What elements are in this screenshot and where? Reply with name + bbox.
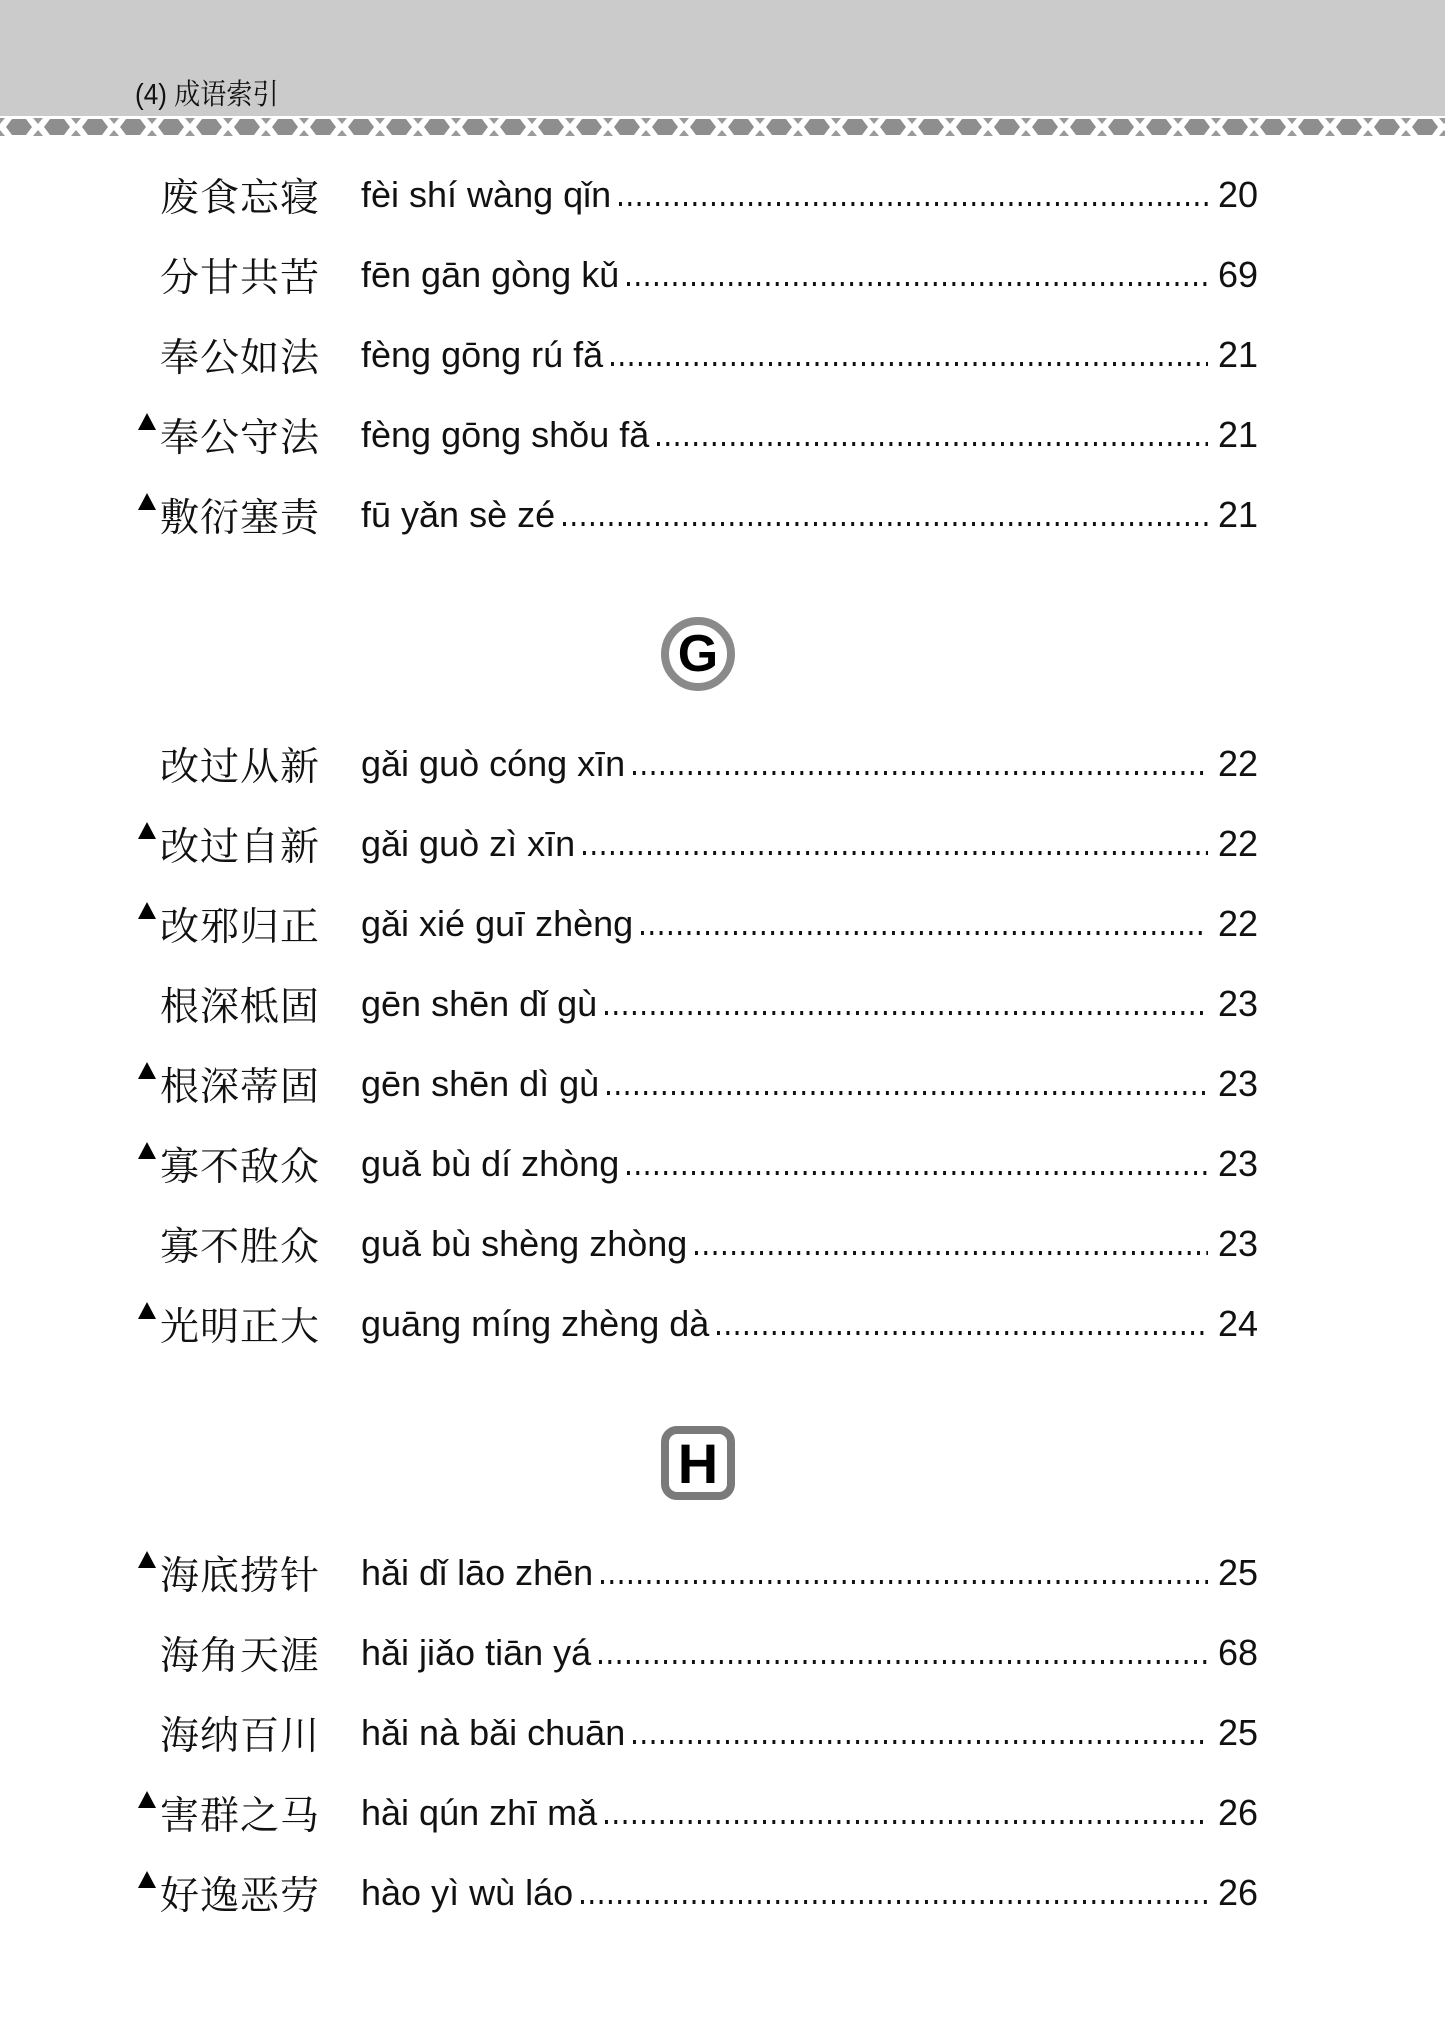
entry-line — [361, 1063, 1258, 1105]
pinyin-text: guǎ bù dí zhòng — [361, 1143, 620, 1184]
pinyin-text: hǎi jiǎo tiān yá — [361, 1632, 592, 1673]
entry-line — [361, 903, 1258, 945]
index-entry — [0, 1204, 1445, 1284]
page-number: 24 — [1217, 1303, 1258, 1344]
entry-line — [361, 1872, 1258, 1914]
idiom-text: 光明正大 — [160, 1305, 321, 1350]
idiom-text: 寡不胜众 — [160, 1225, 321, 1270]
dot-leader — [641, 931, 1208, 935]
idiom-text: 寡不敌众 — [160, 1145, 321, 1190]
index-entry — [0, 1284, 1445, 1364]
pinyin-text: gēn shēn dǐ gù — [361, 983, 598, 1024]
idiom-text: 改邪归正 — [160, 905, 321, 950]
section-header-h — [0, 1364, 1445, 1533]
idiom-text: 好逸恶劳 — [160, 1874, 321, 1919]
page-number: 21 — [1217, 414, 1258, 455]
index-entry — [0, 724, 1445, 804]
index-entry — [0, 395, 1445, 475]
idiom-text: 改过从新 — [160, 745, 321, 790]
entry-line — [361, 1143, 1258, 1185]
index-entry — [0, 315, 1445, 395]
section-header-g — [0, 555, 1445, 724]
page-number: 23 — [1217, 1063, 1258, 1104]
dot-leader — [619, 202, 1208, 206]
triangle-marker-icon — [138, 1062, 156, 1079]
idiom-text: 分甘共苦 — [160, 256, 321, 301]
entry-line — [361, 1632, 1258, 1674]
entry-line — [361, 254, 1258, 296]
dot-leader — [717, 1331, 1208, 1335]
dot-leader — [633, 771, 1208, 775]
page-number: 22 — [1217, 743, 1258, 784]
pinyin-text: guǎ bù shèng zhòng — [361, 1223, 688, 1264]
pinyin-text: fèng gōng rú fǎ — [361, 334, 604, 375]
entry-line — [361, 174, 1258, 216]
page-number: 23 — [1217, 983, 1258, 1024]
page-number: 26 — [1217, 1872, 1258, 1913]
pinyin-text: hǎi nà bǎi chuān — [361, 1712, 626, 1753]
page-number: 21 — [1217, 334, 1258, 375]
entry-line — [361, 1552, 1258, 1594]
page-number: 22 — [1217, 903, 1258, 944]
page-number: 26 — [1217, 1792, 1258, 1833]
pinyin-text: fèng gōng shǒu fǎ — [361, 414, 650, 455]
dot-leader — [611, 362, 1208, 366]
entry-line — [361, 1712, 1258, 1754]
dot-leader — [627, 1171, 1208, 1175]
page-number: 20 — [1217, 174, 1258, 215]
dot-leader — [657, 442, 1208, 446]
idiom-text: 害群之马 — [160, 1794, 321, 1839]
triangle-marker-icon — [138, 1302, 156, 1319]
dot-leader — [563, 522, 1208, 526]
dot-leader — [605, 1011, 1208, 1015]
entry-line — [361, 334, 1258, 376]
page-number: 25 — [1217, 1712, 1258, 1753]
idiom-text: 海角天涯 — [160, 1634, 321, 1679]
decorative-border — [0, 116, 1445, 138]
pinyin-text: hǎi dǐ lāo zhēn — [361, 1552, 594, 1593]
triangle-marker-icon — [138, 1791, 156, 1808]
pinyin-text: hài qún zhī mǎ — [361, 1792, 598, 1833]
idiom-text: 奉公守法 — [160, 416, 321, 461]
dot-leader — [633, 1740, 1208, 1744]
pinyin-text: gǎi guò cóng xīn — [361, 743, 626, 784]
index-entry — [0, 1044, 1445, 1124]
entry-line — [361, 1303, 1258, 1345]
pinyin-text: fēn gān gòng kǔ — [361, 254, 620, 295]
pinyin-text: fèi shí wàng qǐn — [361, 174, 612, 215]
index-entry — [0, 235, 1445, 315]
header-title: (4) 成语索引 — [135, 79, 279, 111]
triangle-marker-icon — [138, 413, 156, 430]
letter-badge: G — [661, 617, 735, 691]
index-entry — [0, 804, 1445, 884]
idiom-text: 根深蒂固 — [160, 1065, 321, 1110]
index-entry — [0, 1533, 1445, 1613]
triangle-marker-icon — [138, 902, 156, 919]
idiom-text: 废食忘寝 — [160, 176, 321, 221]
pinyin-text: guāng míng zhèng dà — [361, 1303, 710, 1344]
index-entry — [0, 884, 1445, 964]
idiom-text: 奉公如法 — [160, 336, 321, 381]
idiom-text: 根深柢固 — [160, 985, 321, 1030]
idiom-text: 海底捞针 — [160, 1554, 321, 1599]
page-number: 21 — [1217, 494, 1258, 535]
index-entry — [0, 1613, 1445, 1693]
entry-line — [361, 983, 1258, 1025]
triangle-marker-icon — [138, 1551, 156, 1568]
triangle-marker-icon — [138, 822, 156, 839]
triangle-marker-icon — [138, 1142, 156, 1159]
entry-line — [361, 1792, 1258, 1834]
index-entry — [0, 155, 1445, 235]
pinyin-text: hào yì wù láo — [361, 1872, 574, 1913]
pinyin-text: gǎi xié guī zhèng — [361, 903, 634, 944]
page-number: 22 — [1217, 823, 1258, 864]
dot-leader — [583, 851, 1208, 855]
entry-line — [361, 494, 1258, 536]
entry-line — [361, 414, 1258, 456]
idiom-text: 改过自新 — [160, 825, 321, 870]
page-number: 23 — [1217, 1223, 1258, 1264]
dot-leader — [601, 1580, 1208, 1584]
index-entry — [0, 1773, 1445, 1853]
entry-line — [361, 823, 1258, 865]
dot-leader — [605, 1820, 1208, 1824]
idiom-index — [0, 155, 1445, 1933]
page-number: 68 — [1217, 1632, 1258, 1673]
letter-badge: H — [661, 1426, 735, 1500]
index-entry — [0, 1693, 1445, 1773]
dot-leader — [695, 1251, 1208, 1255]
dot-leader — [599, 1660, 1208, 1664]
pinyin-text: fū yǎn sè zé — [361, 494, 556, 535]
entry-line — [361, 743, 1258, 785]
pinyin-text: gēn shēn dì gù — [361, 1063, 600, 1104]
page-number: 69 — [1217, 254, 1258, 295]
index-entry — [0, 1853, 1445, 1933]
idiom-text: 海纳百川 — [160, 1714, 321, 1759]
idiom-text: 敷衍塞责 — [160, 496, 321, 541]
dot-leader — [581, 1900, 1208, 1904]
triangle-marker-icon — [138, 493, 156, 510]
entry-line — [361, 1223, 1258, 1265]
index-entry — [0, 964, 1445, 1044]
pinyin-text: gǎi guò zì xīn — [361, 823, 576, 864]
page-number: 23 — [1217, 1143, 1258, 1184]
page-number: 25 — [1217, 1552, 1258, 1593]
index-entry — [0, 475, 1445, 555]
triangle-marker-icon — [138, 1871, 156, 1888]
index-entry — [0, 1124, 1445, 1204]
dot-leader — [607, 1091, 1208, 1095]
page-header — [0, 0, 1445, 116]
dot-leader — [627, 282, 1208, 286]
